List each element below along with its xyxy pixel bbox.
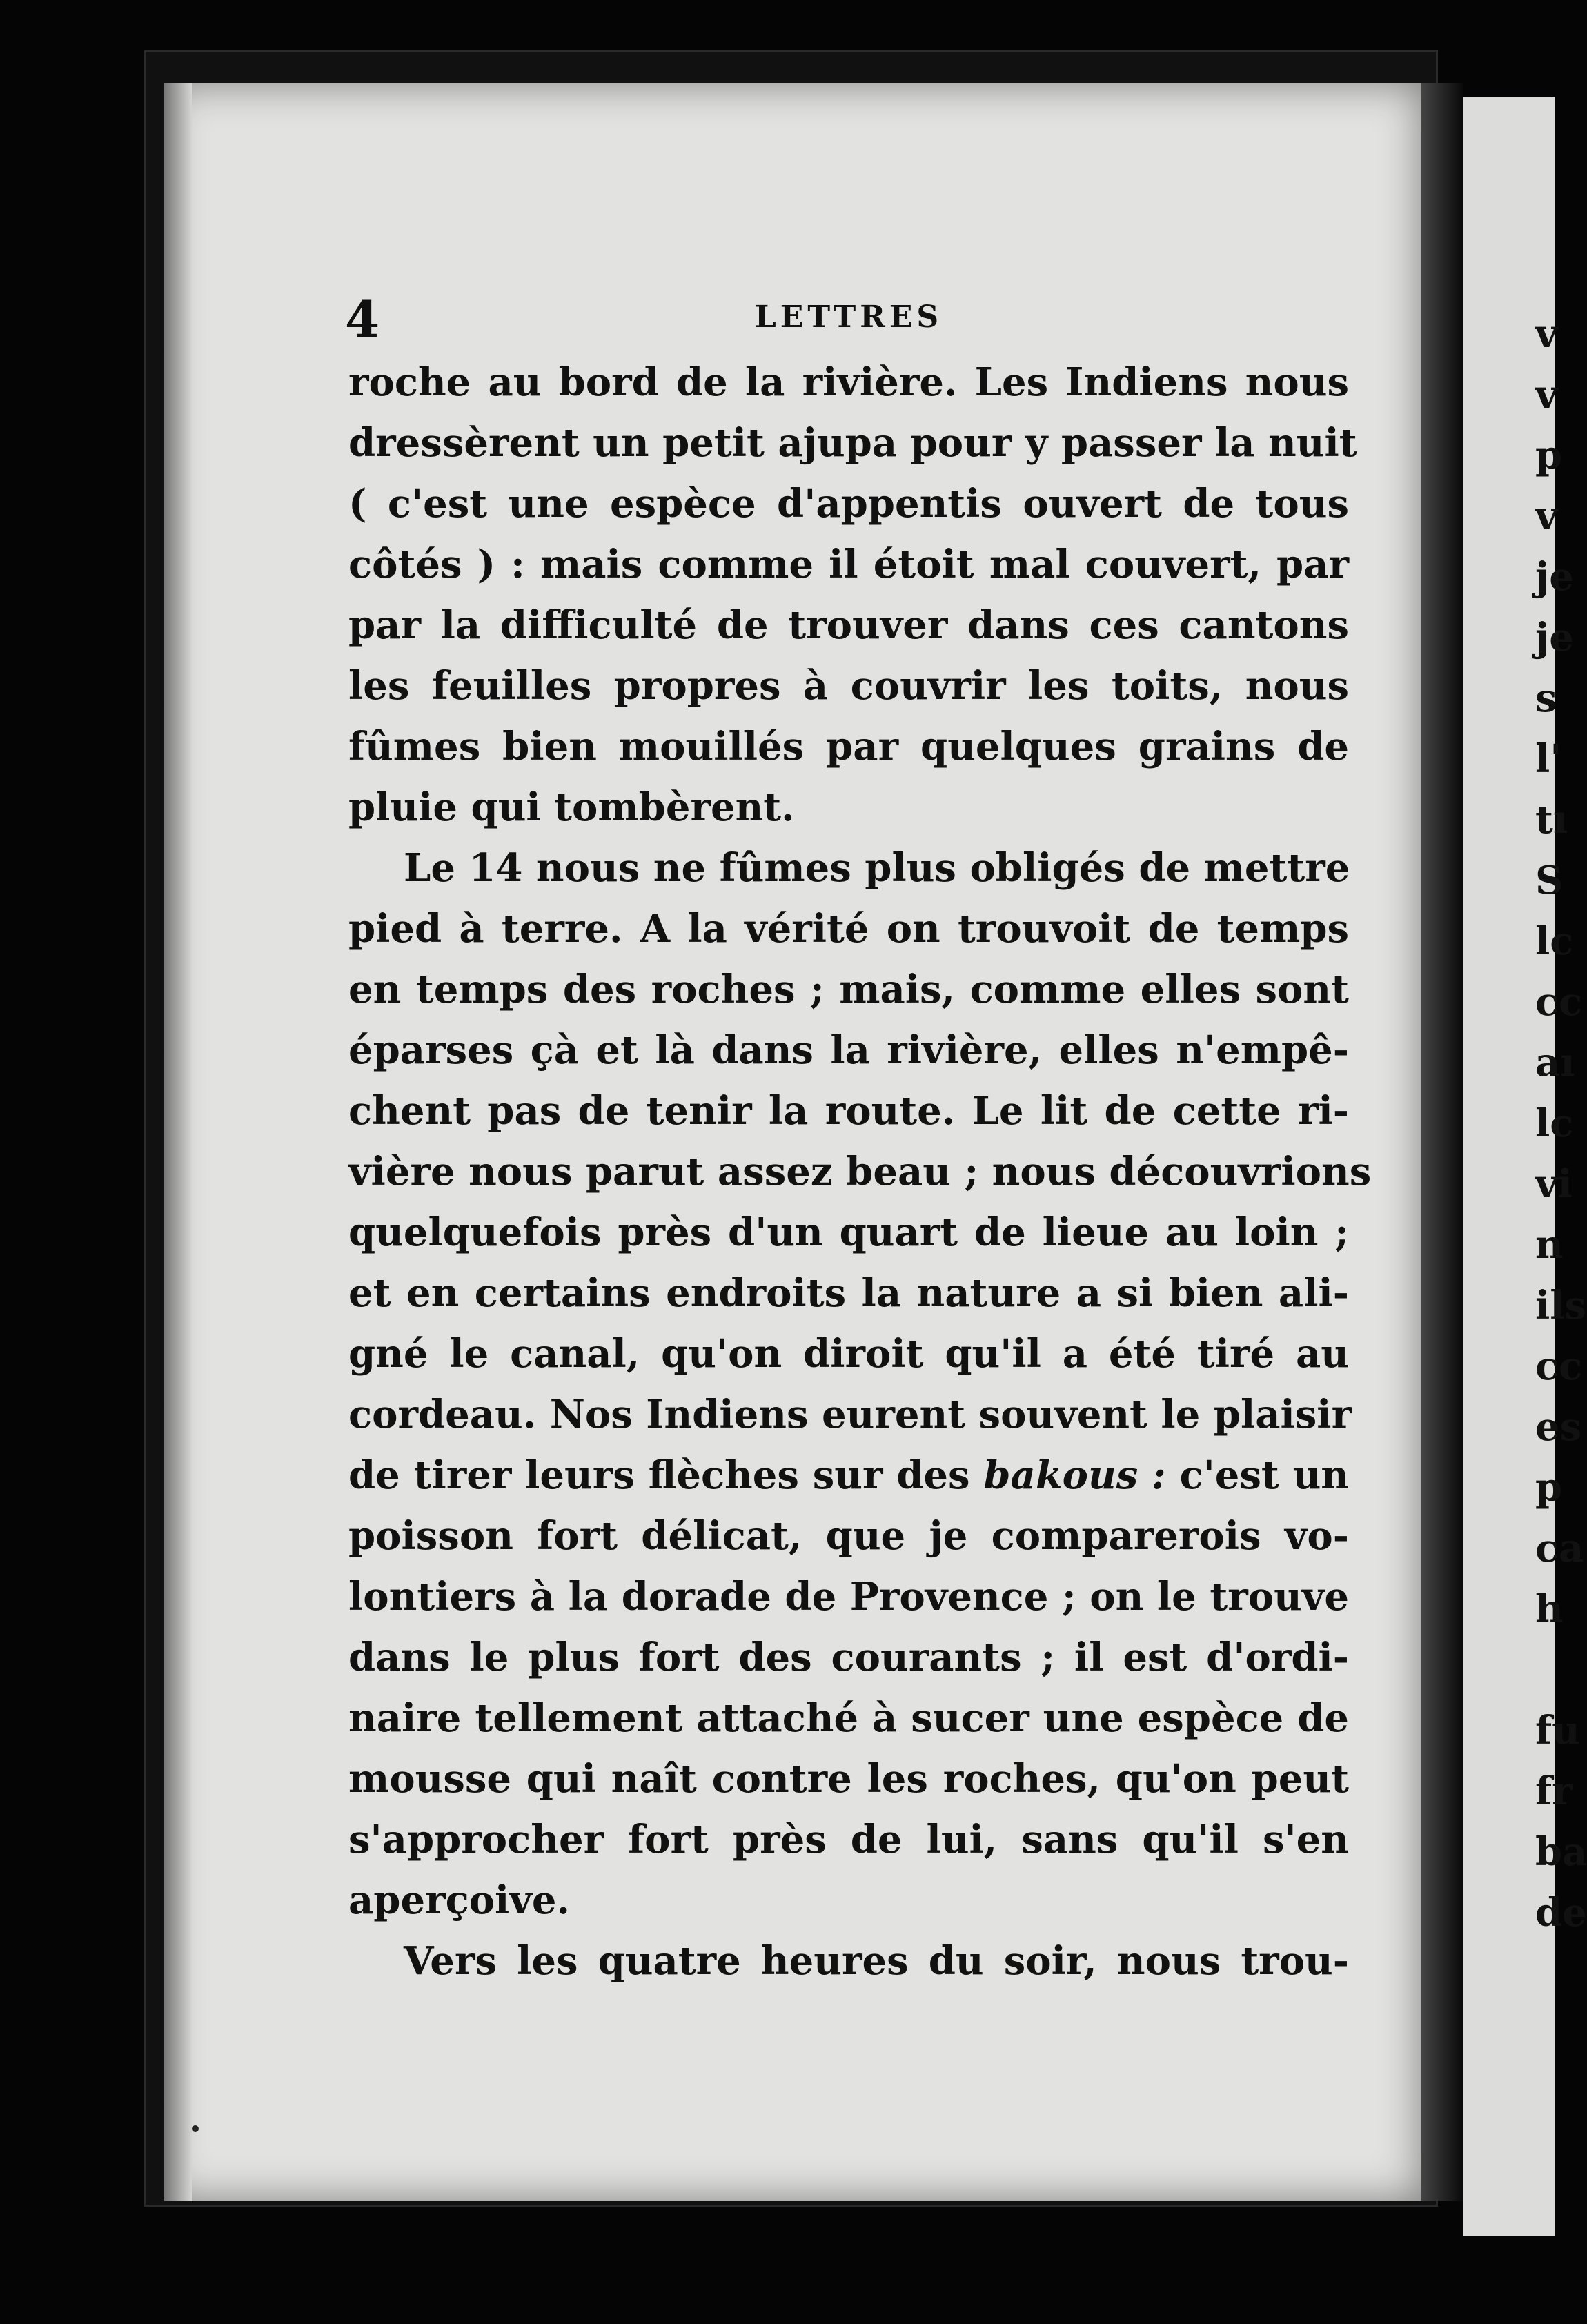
text-line: quelquefois près d'un quart de lieue au loin ; <box>348 1210 1349 1255</box>
facing-line: je <box>1535 554 1574 600</box>
facing-line: l' <box>1535 736 1562 782</box>
text-line: Le 14 nous ne fûmes plus obligés de mettre <box>404 845 1350 891</box>
text-line: naire tellement attaché à sucer une espèce de <box>348 1695 1349 1741</box>
text-line: mousse qui naît contre les roches, qu'on peut <box>348 1756 1349 1802</box>
facing-line: h <box>1535 1586 1564 1632</box>
text-fragment: de tirer leurs flèches sur des <box>348 1452 970 1498</box>
facing-line: p <box>1535 1465 1563 1510</box>
text-line: roche au bord de la rivière. Les Indiens nous <box>348 360 1349 405</box>
gutter-shadow <box>1421 83 1463 2201</box>
italic-term: bakous : <box>983 1452 1166 1498</box>
ink-dot <box>192 2125 199 2132</box>
facing-line: aı <box>1535 1040 1575 1085</box>
facing-line: cc <box>1535 979 1583 1025</box>
text-line <box>348 1445 1349 1506</box>
page-header <box>345 290 1352 348</box>
facing-line: n <box>1535 1222 1564 1268</box>
facing-line: v <box>1535 372 1558 417</box>
facing-line: p <box>1535 433 1563 478</box>
facing-line: ils <box>1535 1283 1587 1328</box>
text-line: par la difficulté de trouver dans ces cantons <box>348 602 1349 648</box>
facing-line: vi <box>1535 1161 1573 1207</box>
facing-line: lc <box>1535 918 1574 964</box>
text-line: ( c'est une espèce d'appentis ouvert de tous <box>348 481 1349 526</box>
facing-line: fu <box>1535 1708 1580 1753</box>
text-line: gné le canal, qu'on diroit qu'il a été tiré au <box>348 1331 1349 1377</box>
facing-line: S <box>1535 858 1564 903</box>
facing-line: es <box>1535 1404 1582 1450</box>
text-line: s'approcher fort près de lui, sans qu'il s'en <box>348 1817 1349 1862</box>
page-number: 4 <box>345 290 380 348</box>
facing-line: tı <box>1535 797 1568 843</box>
text-line: pluie qui tombèrent. <box>348 785 795 830</box>
text-line: cordeau. Nos Indiens eurent souvent le plaisir <box>348 1392 1352 1437</box>
facing-line: v <box>1535 311 1558 357</box>
text-line: côtés ) : mais comme il étoit mal couvert, par <box>348 542 1349 587</box>
text-line: en temps des roches ; mais, comme elles sont <box>348 967 1349 1012</box>
text-line: poisson fort délicat, que je comparerois vo- <box>348 1513 1349 1559</box>
text-line: Vers les quatre heures du soir, nous trou- <box>404 1938 1349 1984</box>
facing-line: cc <box>1535 1343 1583 1389</box>
text-fragment: c'est un <box>1179 1452 1350 1498</box>
text-line: lontiers à la dorade de Provence ; on le trouve <box>348 1574 1349 1619</box>
text-line: dans le plus fort des courants ; il est d'ordi- <box>348 1635 1349 1680</box>
facing-line: v <box>1535 493 1558 539</box>
body-text <box>348 352 1372 1991</box>
text-line: vière nous parut assez beau ; nous découvrions <box>348 1149 1372 1194</box>
facing-line: fr <box>1535 1769 1573 1814</box>
facing-page-text <box>1535 304 1587 1943</box>
facing-line <box>1535 1639 1563 1700</box>
text-line: pied à terre. A la vérité on trouvoit de temps <box>348 906 1349 952</box>
facing-line: lc <box>1535 1101 1574 1146</box>
text-line: éparses çà et là dans la rivière, elles n'empê- <box>348 1027 1349 1073</box>
facing-line: s <box>1535 676 1557 721</box>
text-line: les feuilles propres à couvrir les toits, nous <box>348 663 1349 709</box>
text-line: chent pas de tenir la route. Le lit de cette ri- <box>348 1088 1349 1134</box>
text-line: aperçoive. <box>348 1878 570 1923</box>
facing-line: ba <box>1535 1829 1587 1875</box>
facing-line: je <box>1535 615 1574 660</box>
text-line: dressèrent un petit ajupa pour y passer la nuit <box>348 420 1357 466</box>
text-line: fûmes bien mouillés par quelques grains de <box>348 724 1349 769</box>
facing-line: de <box>1535 1890 1587 1936</box>
running-head: LETTRES <box>754 299 943 335</box>
facing-line: ca <box>1535 1526 1584 1571</box>
text-line: et en certains endroits la nature a si bien ali- <box>348 1270 1349 1316</box>
